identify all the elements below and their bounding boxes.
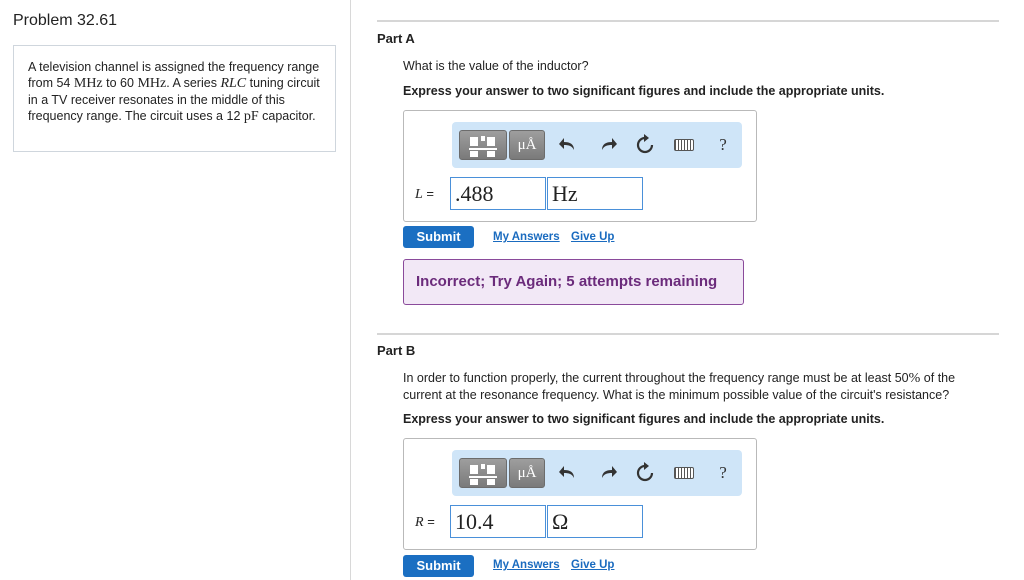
main-content [351, 0, 1024, 580]
equals-sign: = [426, 186, 435, 201]
undo-icon[interactable] [558, 462, 580, 484]
part-b-give-up-link[interactable]: Give Up [571, 559, 615, 571]
units-icon[interactable]: μÅ [509, 458, 545, 488]
problem-text: to 60 [106, 76, 134, 90]
part-b-variable-label [415, 514, 435, 531]
unit-mhz: MHz [137, 76, 167, 91]
part-divider [377, 20, 999, 22]
problem-text: A television channel is assigned the frequency range from 54 [28, 60, 320, 90]
unit-pf: pF [243, 109, 259, 124]
part-a-question: What is the value of the inductor? [403, 59, 589, 73]
rlc-symbol: RLC [220, 76, 247, 91]
keyboard-icon[interactable] [674, 139, 694, 151]
redo-icon[interactable] [596, 462, 618, 484]
reset-icon[interactable] [634, 462, 656, 484]
question-text: of the current at the resonance frequency. What is the minimum possible value of the circuit's resistance? [403, 371, 956, 402]
unit-mhz: MHz [73, 76, 103, 91]
part-b-my-answers-link[interactable]: My Answers [493, 559, 560, 571]
redo-icon[interactable] [596, 134, 618, 156]
part-a-give-up-link[interactable]: Give Up [571, 231, 615, 243]
problem-title: Problem 32.61 [13, 12, 118, 29]
variable-symbol: L [415, 187, 423, 202]
problem-text: . A series [166, 76, 217, 90]
percent-sign: % [908, 371, 921, 386]
variable-symbol: R [415, 515, 424, 530]
question-text: In order to function properly, the current throughout the frequency range must be at least 50 [403, 371, 909, 385]
part-a-feedback: Incorrect; Try Again; 5 attempts remaining [403, 259, 744, 305]
part-b-submit-button[interactable]: Submit [403, 555, 474, 577]
part-a-my-answers-link[interactable]: My Answers [493, 231, 560, 243]
part-b-question [403, 370, 993, 403]
help-icon[interactable]: ? [719, 463, 727, 482]
part-b-label: Part B [377, 343, 416, 358]
part-b-answer-box [403, 438, 757, 550]
part-a-answer-box [403, 110, 757, 222]
part-b-instruction: Express your answer to two significant figures and include the appropriate units. [403, 412, 885, 426]
reset-icon[interactable] [634, 134, 656, 156]
part-a-submit-button[interactable]: Submit [403, 226, 474, 248]
keyboard-icon[interactable] [674, 467, 694, 479]
problem-sidebar [0, 0, 351, 580]
equals-sign: = [427, 514, 435, 529]
undo-icon[interactable] [558, 134, 580, 156]
templates-icon[interactable] [459, 130, 507, 160]
part-b-value-input[interactable]: 10.4 [450, 505, 546, 538]
problem-text: capacitor. [262, 109, 316, 123]
part-a-label: Part A [377, 31, 415, 46]
help-icon[interactable]: ? [719, 135, 727, 154]
templates-icon[interactable] [459, 458, 507, 488]
part-divider [377, 333, 999, 335]
problem-statement [13, 45, 336, 152]
part-a-instruction: Express your answer to two significant figures and include the appropriate units. [403, 84, 885, 98]
part-a-variable-label [415, 186, 434, 203]
part-b-toolbar [452, 450, 742, 496]
part-a-toolbar [452, 122, 742, 168]
part-a-value-input[interactable]: .488 [450, 177, 546, 210]
units-icon[interactable]: μÅ [509, 130, 545, 160]
part-a-unit-input[interactable]: Hz [547, 177, 643, 210]
part-b-unit-input[interactable]: Ω [547, 505, 643, 538]
problem-text: tuning circuit in a TV receiver resonates in the middle of this frequency range. The circuit uses a 12 [28, 76, 320, 123]
